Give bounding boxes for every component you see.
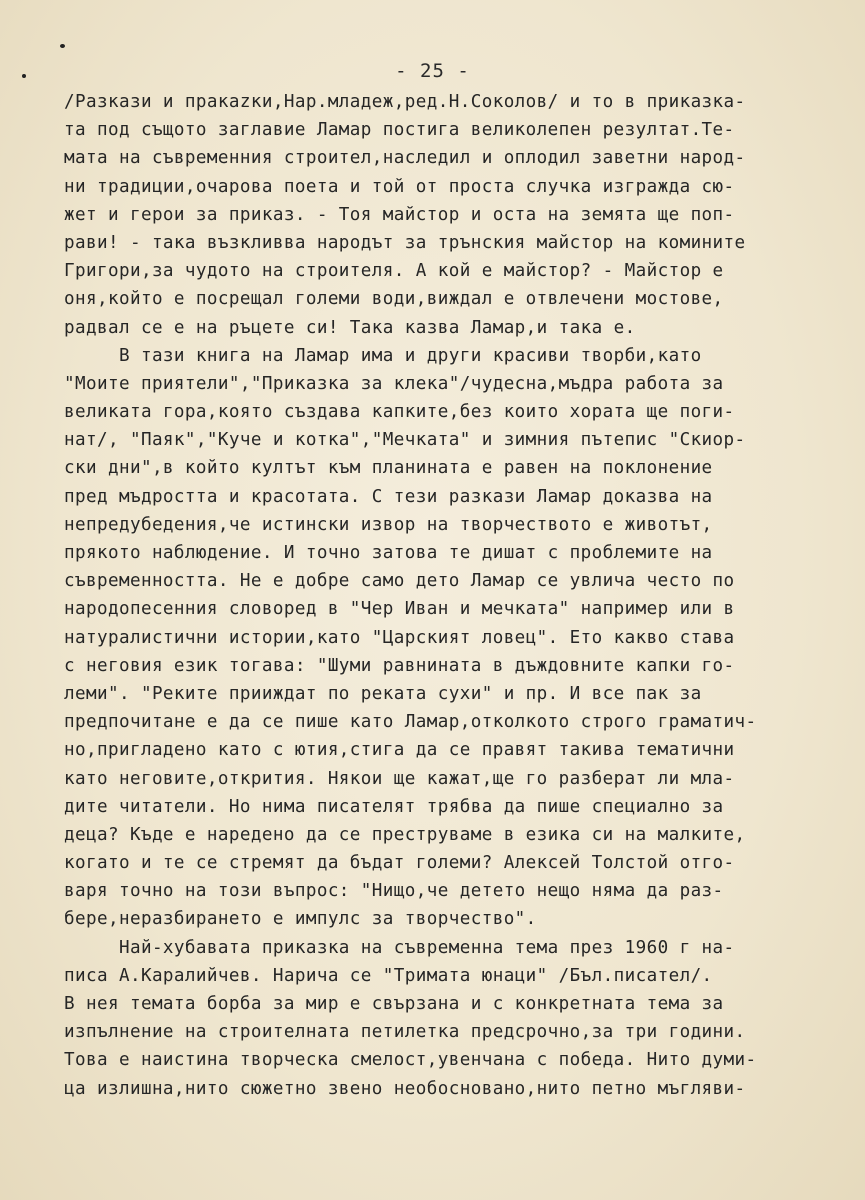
text-line: ски дни",в който култът към планината е равен на поклонение — [64, 458, 713, 479]
text-line: Григори,за чудото на строителя. А кой е майстор? - Майстор е — [64, 261, 724, 282]
text-line: Това е наистина творческа смелост,увенчана с победа. Нито думи- — [64, 1050, 757, 1071]
text-line: натуралистични истории,като "Царският ловец". Ето какво става — [64, 627, 735, 648]
text-line: с неговия език тогава: "Шуми равнината в дъждовните капки го- — [64, 655, 735, 676]
text-line: та под същото заглавие Ламар постига великолепен резултат.Те- — [64, 120, 735, 141]
text-line: леми". "Реките прииждат по реката сухи" и пр. И все пак за — [64, 683, 702, 704]
typewritten-text — [64, 88, 824, 1103]
text-line: като неговите,открития. Някои ще кажат,ще го разберат ли мла- — [64, 768, 735, 789]
text-line: В тази книга на Ламар има и други красиви творби,като — [64, 345, 702, 366]
page-number: - 25 - — [395, 60, 470, 82]
text-line: великата гора,която създава капките,без които хората ще поги- — [64, 402, 735, 423]
text-line: пред мъдростта и красотата. С тези разкази Ламар доказва на — [64, 486, 713, 507]
text-line: Най-хубавата приказка на съвременна тема през 1960 г на- — [64, 937, 735, 958]
text-line: деца? Къде е наредено да се преструваме в езика си на малките, — [64, 824, 746, 845]
text-line: оня,който е посрещал големи води,виждал е отвлечени мостове, — [64, 289, 724, 310]
text-line: рави! - така възкливва народът за трънския майстор на комините — [64, 232, 746, 253]
text-line: непредубедения,че истински извор на творчеството е животът, — [64, 514, 713, 535]
text-line: прякото наблюдение. И точно затова те дишат с проблемите на — [64, 543, 713, 563]
text-line: /Разкази и пракazки,Нар.младеж,ред.Н.Соколов/ и то в приказка- — [64, 92, 746, 112]
text-line: "Моите приятели","Приказка за клека"/чудесна,мъдра работа за — [64, 373, 724, 394]
text-line: варя точно на този въпрос: "Нищо,че детето нещо няма да раз- — [64, 881, 724, 902]
text-line: писа А.Каралийчев. Нарича се "Тримата юнаци" /Бъл.писател/. — [64, 965, 713, 986]
text-line: нат/, "Паяк","Куче и котка","Мечката" и зимния пътепис "Скиор- — [64, 430, 746, 451]
text-line: ца излишна,нито сюжетно звено необосновано,нито петно мъгляви- — [64, 1078, 746, 1099]
text-line: дите читатели. Но нима писателят трябва да пише специално за — [64, 796, 724, 817]
text-line: съвременността. Не е добре само дето Ламар се увлича често по — [64, 571, 735, 592]
text-line: радвал се е на ръцете си! Така казва Ламар,и така е. — [64, 317, 636, 338]
text-line: предпочитане е да се пише като Ламар,отколкото строго граматич- — [64, 712, 757, 733]
text-line: В нея темата борба за мир е свързана и с конкретната тема за — [64, 994, 724, 1014]
text-line: изпълнение на строителната петилетка предсрочно,за три години. — [64, 1022, 746, 1043]
text-line: ни традиции,очарова поета и той от проста случка изгражда сю- — [64, 176, 735, 197]
text-line: народопесенния словоред в "Чер Иван и мечката" например или в — [64, 599, 735, 620]
text-line: жет и герои за приказ. - Тоя майстор и оста на земята ще поп- — [64, 204, 735, 225]
text-line: мата на съвременния строител,наследил и оплодил заветни народ- — [64, 148, 746, 169]
text-line: но,приглaдено като с ютия,стига да се правят такива тематични — [64, 740, 735, 761]
text-line: бере,неразбирането е импулс за творчество". — [64, 909, 537, 930]
text-line: когато и те се стремят да бъдат големи? Алексей Толстой отго- — [64, 853, 735, 874]
ink-speck — [60, 44, 65, 48]
